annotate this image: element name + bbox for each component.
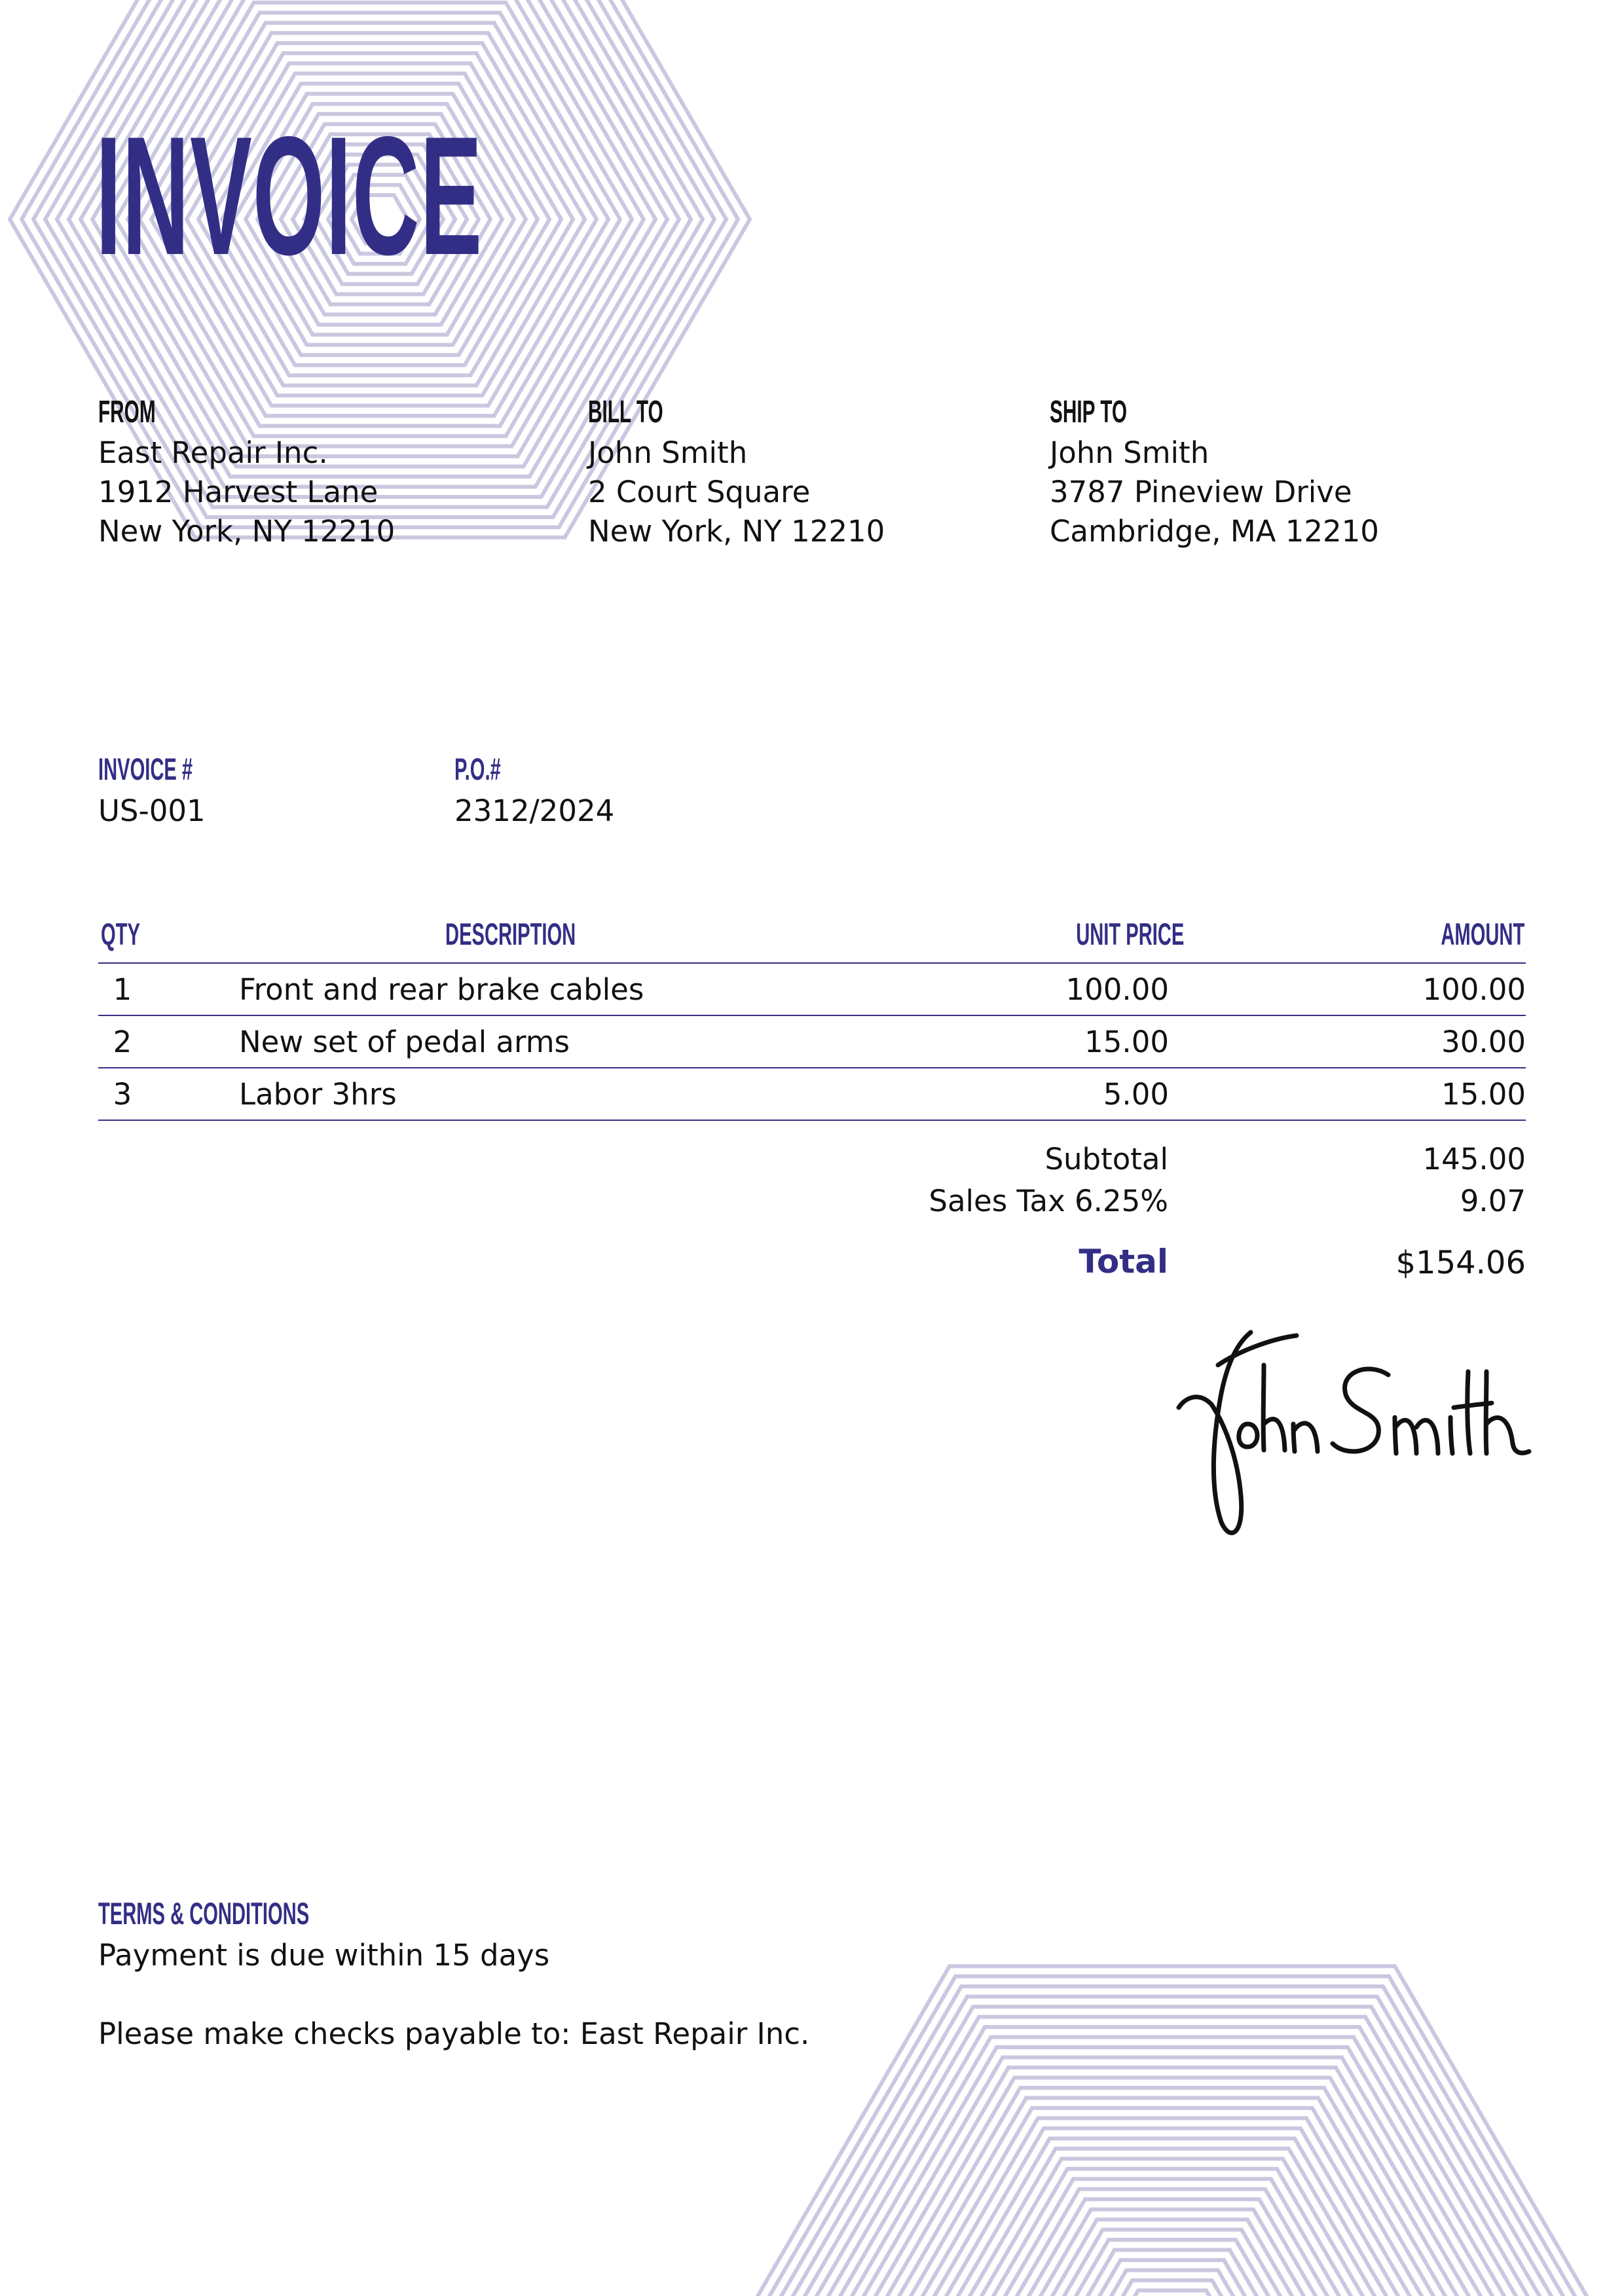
- total-label: Total: [1079, 1243, 1168, 1281]
- terms-line: Payment is due within 15 days: [98, 1938, 550, 1973]
- header-qty: QTY: [101, 917, 140, 951]
- table-header: [98, 913, 1526, 962]
- tax-label: Sales Tax 6.25%: [929, 1184, 1168, 1218]
- bill-to-line: John Smith: [588, 435, 748, 470]
- po-number-block: [454, 751, 614, 831]
- invoice-number-label: INVOICE #: [98, 752, 193, 786]
- row-description: Front and rear brake cables: [239, 972, 644, 1007]
- bill-to-line: New York, NY 12210: [588, 514, 885, 549]
- terms-label: TERMS & CONDITIONS: [98, 1896, 310, 1931]
- tax-value: 9.07: [1460, 1184, 1526, 1218]
- po-number-value: 2312/2024: [454, 793, 615, 828]
- line-items-table: [98, 913, 1526, 1121]
- subtotal-value: 145.00: [1422, 1142, 1526, 1176]
- signature: [1172, 1326, 1539, 1542]
- row-amount: 15.00: [1441, 1077, 1526, 1112]
- hexagon-pattern-bottom: [720, 1846, 1624, 2296]
- row-unit-price: 100.00: [1065, 972, 1169, 1007]
- row-qty: 2: [113, 1025, 132, 1059]
- hexagon-outline: [774, 2007, 1570, 2296]
- from-line: New York, NY 12210: [98, 514, 396, 549]
- hexagon-pattern-top: [0, 0, 760, 668]
- from-line: East Repair Inc.: [98, 435, 328, 470]
- bill-to-block: [588, 394, 885, 551]
- ship-to-line: 3787 Pineview Drive: [1050, 475, 1352, 509]
- total-value: $154.06: [1395, 1245, 1526, 1281]
- row-description: New set of pedal arms: [239, 1025, 570, 1059]
- row-amount: 30.00: [1441, 1025, 1526, 1059]
- header-description: DESCRIPTION: [445, 917, 576, 951]
- po-number-label: P.O.#: [454, 752, 501, 786]
- invoice-title: INVOICE: [96, 101, 483, 290]
- row-amount: 100.00: [1422, 972, 1526, 1007]
- bill-to-line: 2 Court Square: [588, 475, 811, 509]
- from-line: 1912 Harvest Lane: [98, 475, 378, 509]
- hexagon-outline: [857, 2077, 1488, 2296]
- table-row: [98, 1067, 1526, 1121]
- invoice-number-block: [98, 751, 250, 831]
- ship-to-line: Cambridge, MA 12210: [1050, 514, 1379, 549]
- from-label: FROM: [98, 395, 156, 429]
- ship-to-block: [1050, 394, 1379, 551]
- ship-to-line: John Smith: [1050, 435, 1209, 470]
- bill-to-label: BILL TO: [588, 395, 663, 429]
- header-amount: AMOUNT: [1441, 917, 1524, 951]
- row-unit-price: 15.00: [1084, 1025, 1169, 1059]
- row-qty: 1: [113, 972, 132, 1007]
- from-block: [98, 394, 395, 551]
- subtotal-label: Subtotal: [1044, 1142, 1168, 1176]
- header-unit-price: UNIT PRICE: [1075, 917, 1184, 951]
- invoice-number-value: US-001: [98, 793, 206, 828]
- row-qty: 3: [113, 1077, 132, 1112]
- terms-line: Please make checks payable to: East Repair Inc.: [98, 2016, 810, 2051]
- terms-block: [98, 1895, 809, 2054]
- table-row: [98, 962, 1526, 1015]
- row-description: Labor 3hrs: [239, 1077, 397, 1112]
- table-row: [98, 1015, 1526, 1067]
- ship-to-label: SHIP TO: [1050, 395, 1127, 429]
- row-unit-price: 5.00: [1103, 1077, 1169, 1112]
